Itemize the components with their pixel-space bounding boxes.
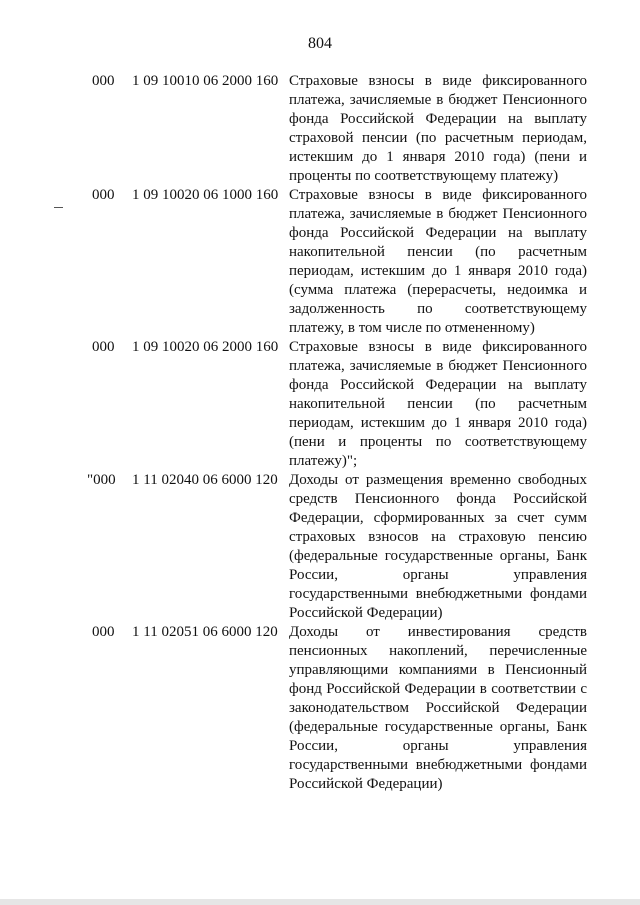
table-row <box>0 72 640 186</box>
admin-code: "000 <box>87 472 116 488</box>
admin-code: 000 <box>92 339 115 355</box>
budget-classification-code: 1 09 10020 06 1000 160 <box>132 187 279 203</box>
budget-classification-code: 1 09 10020 06 2000 160 <box>132 339 279 355</box>
budget-classification-code: 1 09 10010 06 2000 160 <box>132 73 279 89</box>
table-row <box>0 186 640 338</box>
admin-code: 000 <box>92 624 115 640</box>
budget-classification-code: 1 11 02051 06 6000 120 <box>132 624 278 640</box>
revenue-description: Доходы от размещения временно свободных средств Пенсионного фонда Российской Федерации, сформированных за счет сумм страховых взносов на страховую пенсию (федеральные государственные органы, Банк России, органы управления государственными внебюджетными фондами Российской Федерации) <box>289 472 587 621</box>
revenue-description: Страховые взносы в виде фиксированного платежа, зачисляемые в бюджет Пенсионного фонда Российской Федерации на выплату накопительной пенсии (по расчетным периодам, истекшим до 1 января 2010 года) (пени и проценты по соответствующему платежу)"; <box>289 339 587 469</box>
admin-code: 000 <box>92 73 115 89</box>
budget-classification-code: 1 11 02040 06 6000 120 <box>132 472 278 488</box>
table-row <box>0 338 640 471</box>
revenue-description: Страховые взносы в виде фиксированного платежа, зачисляемые в бюджет Пенсионного фонда Российской Федерации на выплату страховой пенсии (по расчетным периодам, истекшим до 1 января 2010 года) (пени и проценты по соответствующему платежу) <box>289 73 587 184</box>
scan-bottom-edge <box>0 899 640 905</box>
revenue-description: Доходы от инвестирования средств пенсионных накоплений, перечисленные управляющими компаниями в Пенсионный фонд Российской Федерации в соответствии с законодательством Российской Федерации (федеральные государственные органы, Банк России, органы управления государственными внебюджетными фондами Российской Федерации) <box>289 624 587 792</box>
admin-code: 000 <box>92 187 115 203</box>
table-row <box>0 623 640 794</box>
revenue-description: Страховые взносы в виде фиксированного платежа, зачисляемые в бюджет Пенсионного фонда Российской Федерации на выплату накопительной пенсии (по расчетным периодам, истекшим до 1 января 2010 года) (сумма платежа (перерасчеты, недоимка и задолженность по соответствующему платежу, в том числе по отмененному) <box>289 187 587 336</box>
page-number: 804 <box>308 35 332 52</box>
table-row <box>0 471 640 623</box>
budget-code-table <box>0 72 640 794</box>
